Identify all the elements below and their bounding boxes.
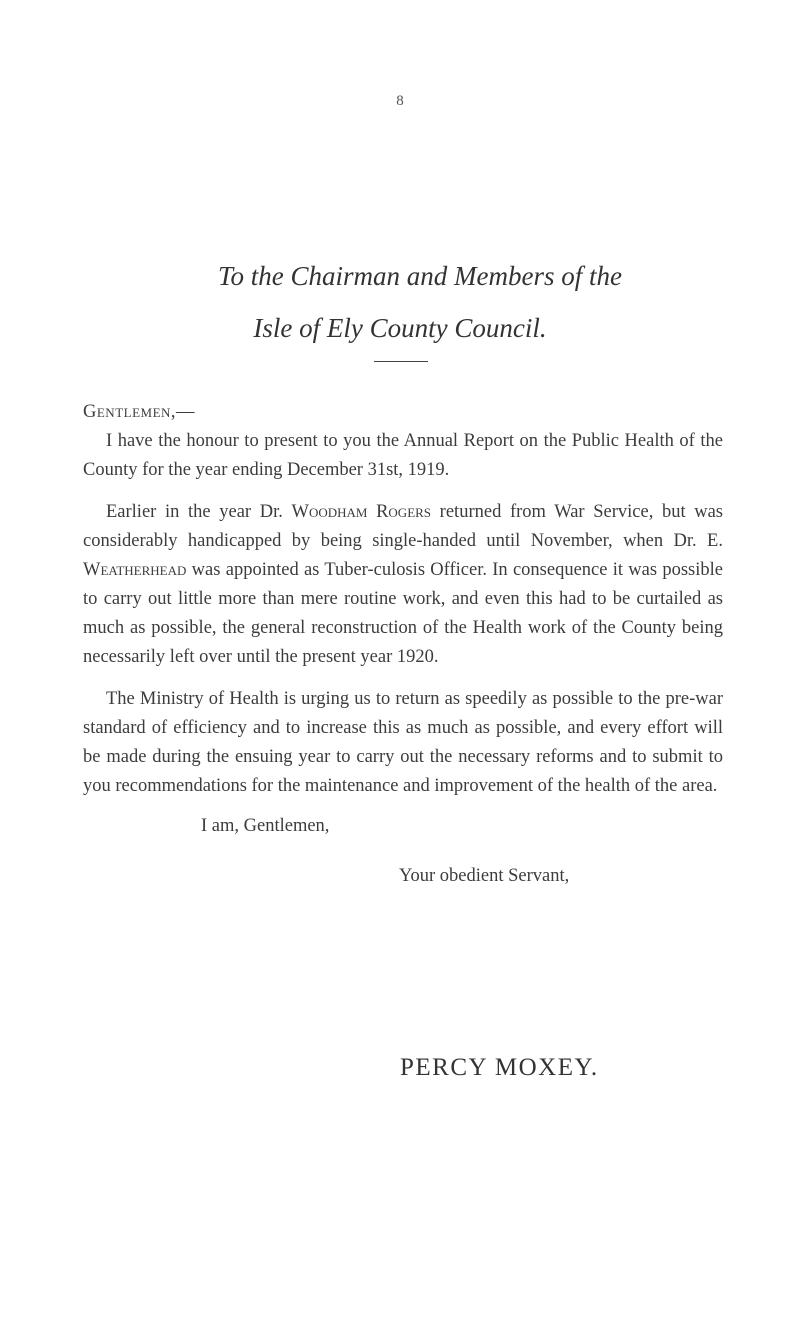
paragraph-1: I have the honour to present to you the Annual Report on the Public Health of the County for the year ending December 31st, 1919. (83, 431, 723, 480)
address-block (0, 250, 800, 354)
name-weatherhead: Weatherhead (83, 560, 187, 580)
address-line-2: Isle of Ely County Council. (253, 313, 547, 343)
paragraph-2-part-a: Earlier in the year Dr. (106, 502, 292, 522)
divider-rule (374, 361, 428, 362)
paragraph-3: The Ministry of Health is urging us to return as speedily as possible to the pre-war standard of efficiency and to increase this as much as possible, and every effort will be made during the ensuing year to carry out the necessary reforms and to submit to you recommendations for the maintenance and improvement of the health of the area. (83, 689, 723, 796)
signature: PERCY MOXEY. (400, 1054, 599, 1081)
paragraph-2 (83, 498, 723, 672)
paragraph-2-part-b: returned from War Service, but was considerably handicapped by being single-handed until November, when Dr. E. (83, 502, 724, 551)
letter-body (83, 398, 723, 891)
name-woodham-rogers: Woodham Rogers (291, 502, 432, 522)
address-line-1: To the Chairman and Members of the (218, 261, 622, 291)
paragraph-2-part-c: was appointed as Tuber-culosis Officer. In consequence it was possible to carry out little more than mere routine work, and even this had to be curtailed as much as possible, the general reconstruction of the Health work of the County being necessarily left over until the present year 1920. (83, 560, 723, 667)
page-number: 8 (396, 93, 404, 109)
closing-line-1: I am, Gentlemen, (201, 816, 330, 836)
salutation: Gentlemen,— (83, 402, 196, 422)
closing-line-2: Your obedient Servant, (399, 866, 570, 886)
